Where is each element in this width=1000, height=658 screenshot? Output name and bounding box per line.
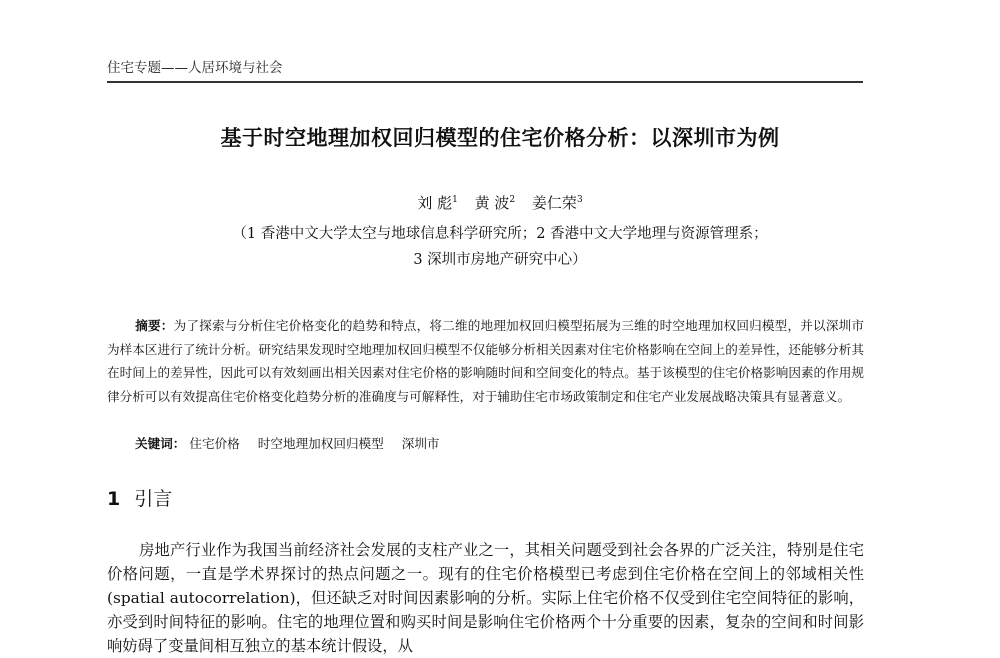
abstract-label: 摘要： xyxy=(135,318,174,333)
header-rule xyxy=(107,81,863,83)
section-heading xyxy=(107,484,172,511)
author: 刘 彪$^1$ xyxy=(417,194,458,212)
paper-title: 基于时空地理加权回归模型的住宅价格分析：以深圳市为例 xyxy=(220,126,780,150)
section-number: 1 xyxy=(107,488,121,510)
body-paragraph-text: 房地产行业作为我国当前经济社会发展的支柱产业之一，其相关问题受到社会各界的广泛关注，特别是住宅价格问题，一直是学术界探讨的热点问题之一。现有的住宅价格模型已考虑到住宅价格在空间上的邻域相关性(spatial autocorrelation)，但还缺乏对时间因素影响的分析。实际上住宅价格不仅受到住宅空间特征的影响，亦受到时间特征的影响。住宅的地理位置和购买时间是影响住宅价格两个十分重要的因素，复杂的空间和时间影响妨碍了变量间相互独立的基本统计假设，从 xyxy=(107,541,864,655)
affiliation-line-1: （1 香港中文大学太空与地球信息科学研究所；2 香港中文大学地理与资源管理系； xyxy=(232,226,768,242)
author-list xyxy=(0,192,1000,213)
keyword: 住宅价格 xyxy=(189,436,240,451)
keywords-label: 关键词： xyxy=(135,436,186,451)
keyword: 时空地理加权回归模型 xyxy=(257,436,384,451)
keywords xyxy=(135,433,454,452)
body-paragraph xyxy=(107,538,864,658)
author: 黄 波$^2$ xyxy=(474,194,516,212)
running-header: 住宅专题——人居环境与社会 xyxy=(107,60,283,76)
author: 姜仁荣$^3$ xyxy=(531,194,583,212)
keyword: 深圳市 xyxy=(401,436,440,451)
abstract xyxy=(107,314,864,408)
affiliation-line-2: 3 深圳市房地产研究中心） xyxy=(413,252,587,268)
abstract-text: 为了探索与分析住宅价格变化的趋势和特点，将二维的地理加权回归模型拓展为三维的时空地理加权回归模型，并以深圳市为样本区进行了统计分析。研究结果发现时空地理加权回归模型不仅能够分析相关因素对住宅价格影响在空间上的差异性，还能够分析其在时间上的差异性，因此可以有效刻画出相关因素对住宅价格的影响随时间和空间变化的特点。基于该模型的住宅价格影响因素的作用规律分析可以有效提高住宅价格变化趋势分析的准确度与可解释性，对于辅助住宅市场政策制定和住宅产业发展战略决策具有显著意义。 xyxy=(107,318,865,404)
section-title: 引言 xyxy=(134,488,173,510)
